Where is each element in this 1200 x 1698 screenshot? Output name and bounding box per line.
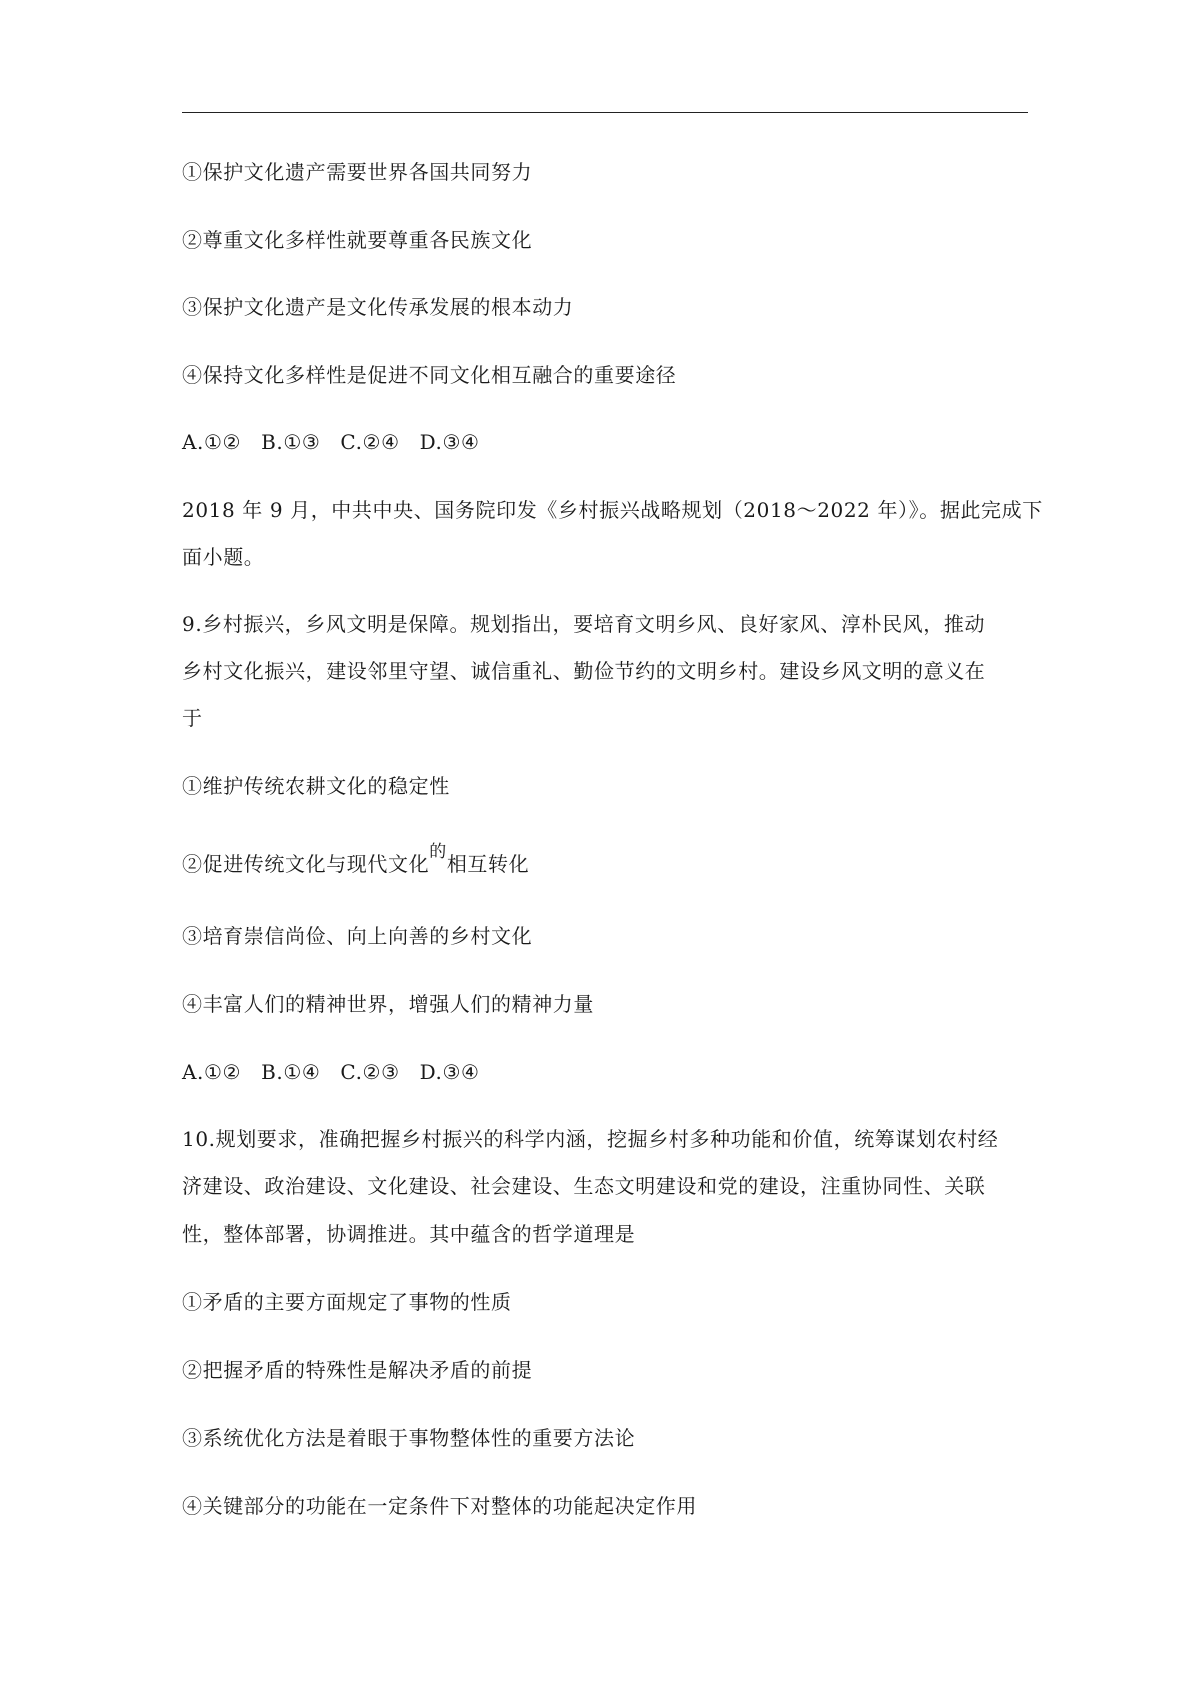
option-statement-4: ④保持文化多样性是促进不同文化相互融合的重要途径 [182,363,677,387]
option-statement-2: ②尊重文化多样性就要尊重各民族文化 [182,228,533,252]
q9-option-2-text-a: ②促进传统文化与现代文化 [182,852,430,876]
intro-line-2: 面小题。 [182,545,265,569]
q10-stem-line-3: 性，整体部署，协调推进。其中蕴含的哲学道理是 [182,1222,636,1246]
q9-choice-b: B.①④ [261,1060,321,1084]
q9-stem-line-3: 于 [182,706,203,730]
q10-option-2: ②把握矛盾的特殊性是解决矛盾的前提 [182,1358,533,1382]
choice-a: A.①② [182,430,242,454]
q10-stem-line-1: 10.规划要求，准确把握乡村振兴的科学内涵，挖掘乡村多种功能和价值，统筹谋划农村经 [182,1127,999,1151]
choice-b: B.①③ [261,430,321,454]
q10-option-4: ④关键部分的功能在一定条件下对整体的功能起决定作用 [182,1494,697,1518]
answer-choices [182,430,480,454]
choice-c: C.②④ [340,430,400,454]
q9-option-1: ①维护传统农耕文化的稳定性 [182,774,450,798]
option-statement-1: ①保护文化遗产需要世界各国共同努力 [182,160,533,184]
choice-d: D.③④ [419,430,480,454]
q9-choice-d: D.③④ [419,1060,480,1084]
q9-option-2 [182,842,530,878]
q9-answer-choices [182,1060,480,1084]
q9-option-3: ③培育崇信尚俭、向上向善的乡村文化 [182,924,533,948]
q9-stem-line-2: 乡村文化振兴，建设邻里守望、诚信重礼、勤俭节约的文明乡村。建设乡风文明的意义在 [182,659,986,683]
q10-option-1: ①矛盾的主要方面规定了事物的性质 [182,1290,512,1314]
q9-choice-a: A.①② [182,1060,242,1084]
option-statement-3: ③保护文化遗产是文化传承发展的根本动力 [182,295,574,319]
q9-option-2-raised-char: 的 [429,842,447,862]
q9-option-4: ④丰富人们的精神世界，增强人们的精神力量 [182,992,594,1016]
q9-stem-line-1: 9.乡村振兴，乡风文明是保障。规划指出，要培育文明乡风、良好家风、淳朴民风，推动 [182,612,986,636]
q10-option-3: ③系统优化方法是着眼于事物整体性的重要方法论 [182,1426,636,1450]
intro-line-1: 2018 年 9 月，中共中央、国务院印发《乡村振兴战略规划（2018～2022 年）》。据此完成下 [182,498,1043,522]
q9-choice-c: C.②③ [340,1060,400,1084]
header-rule [182,112,1028,113]
q9-option-2-text-b: 相互转化 [446,852,530,876]
q10-stem-line-2: 济建设、政治建设、文化建设、社会建设、生态文明建设和党的建设，注重协同性、关联 [182,1174,986,1198]
